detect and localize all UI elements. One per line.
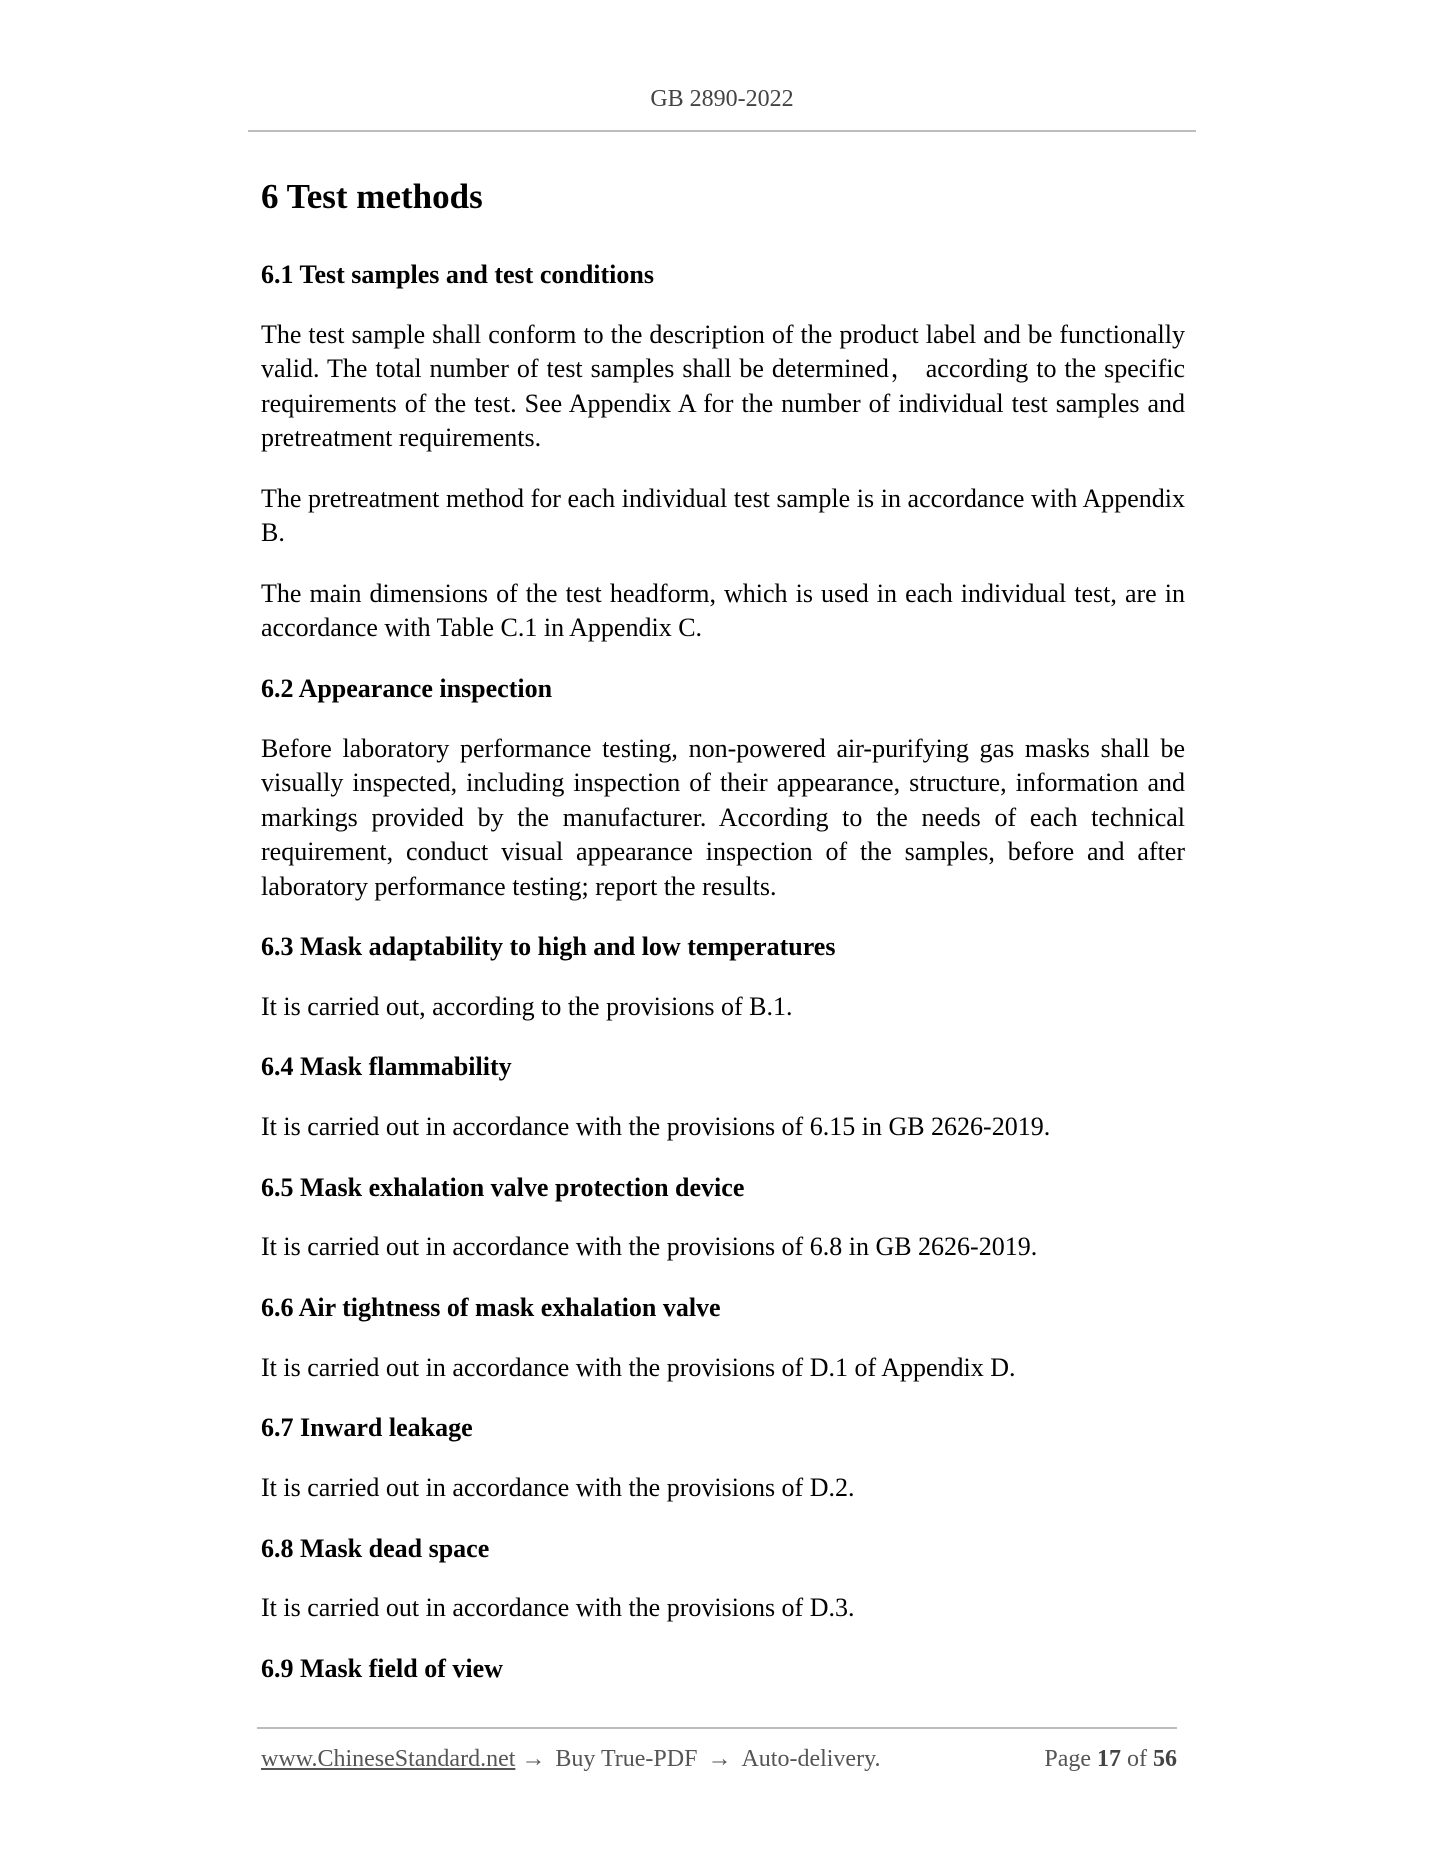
paragraph: Before laboratory performance testing, non-powered air-purifying gas masks shall be visually inspected, including inspection of their appearance, structure, information and markings provided by the manufacturer. According to the needs of each technical requirement, conduct visual appearance inspection of the samples, before and after laboratory performance testing; report the results. (261, 733, 1185, 901)
paragraph: It is carried out in accordance with the provisions of D.1 of Appendix D. (261, 1352, 1016, 1382)
header-divider (248, 130, 1196, 132)
of-word: of (1127, 1746, 1147, 1772)
page-content (261, 170, 1185, 1686)
subheading-6-8: 6.8 Mask dead space (261, 1533, 490, 1563)
page-footer (261, 1746, 1177, 1773)
page-counter (1044, 1746, 1177, 1773)
subheading-6-2: 6.2 Appearance inspection (261, 673, 553, 703)
arrow-right-icon: → (521, 1746, 546, 1772)
paragraph: It is carried out in accordance with the provisions of D.3. (261, 1593, 855, 1623)
running-header: GB 2890-2022 (650, 86, 794, 112)
total-pages-number: 56 (1153, 1746, 1177, 1772)
paragraph: The test sample shall conform to the description of the product label and be functionally valid. The total number of test samples shall be determined， according to the specific requirements of the test. See Appendix A for the number of individual test samples and pretreatment requirements. (261, 319, 1185, 453)
subheading-6-1: 6.1 Test samples and test conditions (261, 260, 654, 289)
paragraph: It is carried out, according to the provisions of B.1. (261, 991, 793, 1021)
paragraph: The pretreatment method for each individual test sample is in accordance with Appendix B. (261, 483, 1185, 548)
footer-divider (257, 1727, 1177, 1729)
buy-true-pdf-text: Buy True-PDF (555, 1746, 698, 1772)
subheading-6-7: 6.7 Inward leakage (261, 1413, 473, 1443)
subheading-6-9: 6.9 Mask field of view (261, 1653, 503, 1683)
paragraph: The main dimensions of the test headform, which is used in each individual test, are in accordance with Table C.1 in Appendix C. (261, 578, 1185, 643)
subheading-6-5: 6.5 Mask exhalation valve protection device (261, 1172, 745, 1202)
footer-promo (261, 1746, 881, 1773)
subheading-6-3: 6.3 Mask adaptability to high and low temperatures (261, 932, 836, 962)
current-page-number: 17 (1097, 1746, 1121, 1772)
auto-delivery-text: Auto-delivery. (741, 1746, 881, 1772)
paragraph: It is carried out in accordance with the provisions of D.2. (261, 1473, 855, 1503)
subheading-6-4: 6.4 Mask flammability (261, 1052, 512, 1082)
arrow-right-icon: → (707, 1746, 732, 1772)
subheading-6-6: 6.6 Air tightness of mask exhalation valve (261, 1292, 721, 1322)
paragraph: It is carried out in accordance with the provisions of 6.15 in GB 2626-2019. (261, 1112, 1051, 1142)
paragraph: It is carried out in accordance with the provisions of 6.8 in GB 2626-2019. (261, 1232, 1038, 1262)
site-link[interactable]: www.ChineseStandard.net (261, 1746, 516, 1772)
page-word: Page (1044, 1746, 1091, 1772)
section-title: 6 Test methods (261, 177, 483, 216)
